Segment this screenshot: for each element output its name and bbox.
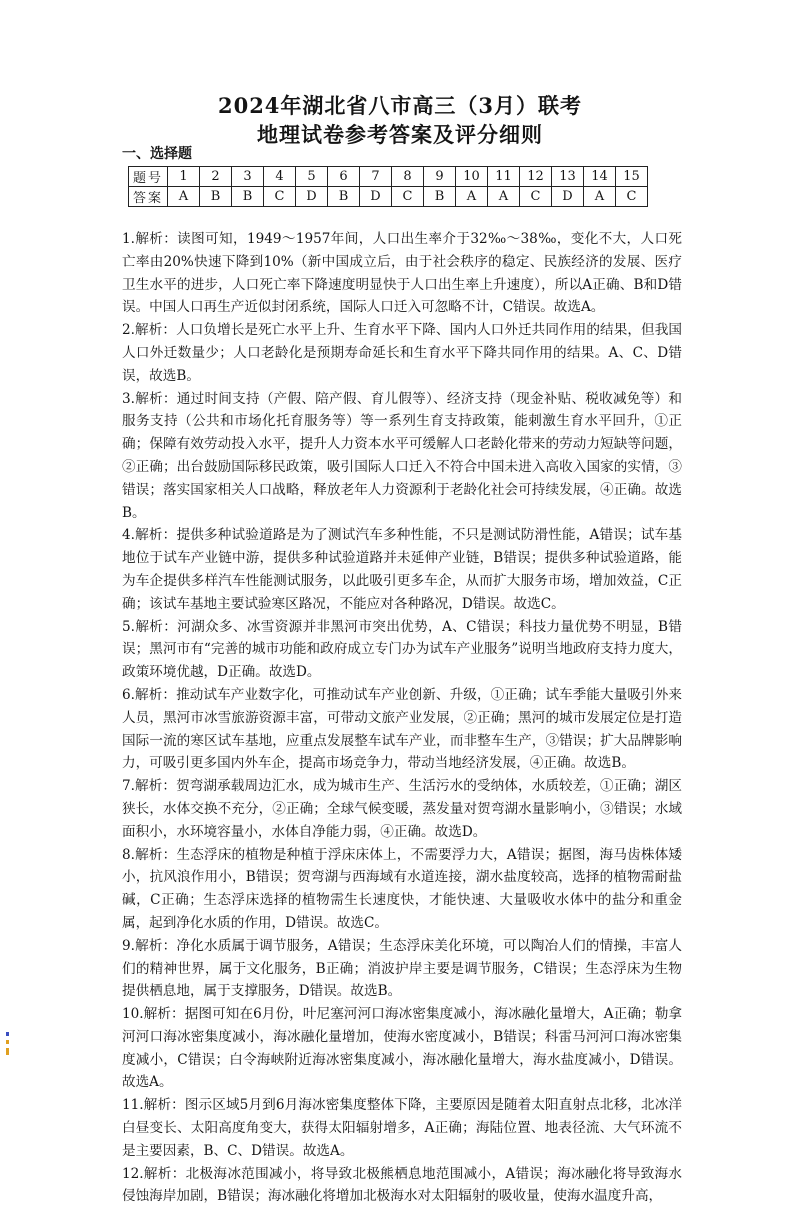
question-number: 2: [200, 167, 232, 187]
explanations: [122, 228, 682, 1208]
explanation-paragraph: 9.解析：净化水质属于调节服务，A错误；生态浮床美化环境，可以陶冶人们的情操，丰富人们的精神世界，属于文化服务，B正确；消波护岸主要是调节服务，C错误；生态浮床为生物提供栖息地，属于支撑服务，D错误。故选B。: [122, 937, 682, 1000]
explanation-paragraph: 5.解析：河湖众多、冰雪资源并非黑河市突出优势，A、C错误；科技力量优势不明显，B错误；黑河市有“完善的城市功能和政府成立专门办为试车产业服务”说明当地政府支持力度大，政策环境优越，D正确。故选D。: [122, 618, 682, 681]
answer-cell: A: [488, 187, 520, 207]
explanation-paragraph: 7.解析：贺弯湖承载周边汇水，成为城市生产、生活污水的受纳体，水质较差，①正确；湖区狭长，水体交换不充分，②正确；全球气候变暖，蒸发量对贺弯湖水量影响小，③错误；水域面积小，水环境容量小，水体自净能力弱，④正确。故选D。: [122, 778, 682, 840]
explanation-paragraph: 4.解析：提供多种试验道路是为了测试汽车多种性能，不只是测试防滑性能，A错误；试车基地位于试车产业链中游，提供多种试验道路并未延伸产业链，B错误；提供多种试验道路，能为车企提供多样汽车性能测试服务，以此吸引更多车企，从而扩大服务市场，增加效益，C正确；该试车基地主要试验寒区路况，不能应对各种路况，D错误。故选C。: [122, 527, 682, 612]
question-number: 6: [328, 167, 360, 187]
page-title: 2024年湖北省八市高三（3月）联考: [217, 93, 583, 118]
answer-cell: C: [520, 187, 552, 207]
explanation-paragraph: 8.解析：生态浮床的植物是种植于浮床床体上，不需要浮力大，A错误；据图，海马齿株体矮小，抗风浪作用小，B错误；贺弯湖与西海域有水道连接，湖水盐度较高，选择的植物需耐盐碱，C正确；生态浮床选择的植物需生长速度快，才能快速、大量吸收水体中的盐分和重金属，起到净化水质的作用，D错误。故选C。: [122, 846, 682, 931]
explanation-paragraph: 3.解析：通过时间支持（产假、陪产假、育儿假等）、经济支持（现金补贴、税收减免等）和服务支持（公共和市场化托育服务等）等一系列生育支持政策，能刺激生育水平回升，①正确；保障有效劳动投入水平，提升人力资本水平可缓解人口老龄化带来的劳动力短缺等问题，②正确；出台鼓励国际移民政策，吸引国际人口迁入不符合中国未进入高收入国家的实情，③错误；落实国家相关人口战略，释放老年人力资源利于老龄化社会可持续发展，④正确。故选B。: [122, 390, 682, 521]
answer-row: [129, 187, 648, 207]
question-number: 1: [168, 167, 200, 187]
answer-cell: B: [200, 187, 232, 207]
question-number: 13: [552, 167, 584, 187]
question-number: 9: [424, 167, 456, 187]
row-label: 题号: [129, 167, 168, 187]
explanation-paragraph: 1.解析：读图可知，1949～1957年间，人口出生率介于32‰～38‰，变化不大，人口死亡率由20%快速下降到10%（新中国成立后，由于社会秩序的稳定、民族经济的发展、医疗卫生水平的进步，人口死亡率下降速度明显快于人口出生率上升速度），所以A正确、B和D错误。中国人口再生产近似封闭系统，国际人口迁入可忽略不计，C错误。故选A。: [122, 231, 682, 316]
edge-mark: [6, 1048, 9, 1055]
row-label: 答案: [129, 187, 168, 207]
question-number: 14: [584, 167, 616, 187]
question-number: 12: [520, 167, 552, 187]
section-heading: 一、选择题: [122, 146, 192, 162]
answer-cell: B: [424, 187, 456, 207]
question-number: 8: [392, 167, 424, 187]
answer-cell: A: [584, 187, 616, 207]
question-number: 4: [264, 167, 296, 187]
answer-cell: B: [232, 187, 264, 207]
question-number: 11: [488, 167, 520, 187]
answer-cell: B: [328, 187, 360, 207]
answer-cell: A: [168, 187, 200, 207]
answer-cell: C: [264, 187, 296, 207]
explanation-paragraph: 12.解析：北极海冰范围减小，将导致北极熊栖息地范围减小，A错误；海冰融化将导致海水侵蚀海岸加剧，B错误；海冰融化将增加北极海水对太阳辐射的吸收量，使海水温度升高，: [122, 1165, 682, 1205]
answer-cell: D: [552, 187, 584, 207]
page-subtitle: 地理试卷参考答案及评分细则: [257, 122, 543, 147]
answer-cell: D: [360, 187, 392, 207]
question-number: 3: [232, 167, 264, 187]
explanation-paragraph: 10.解析：据图可知在6月份，叶尼塞河河口海冰密集度减小，海冰融化量增大，A正确；勒拿河河口海冰密集度减小，海冰融化量增加，使海水密度减小，B错误；科雷马河河口海冰密集度减小，C错误；白令海峡附近海冰密集度减小，海冰融化量增大，海水盐度减小，D错误。故选A。: [122, 1006, 682, 1091]
question-number: 10: [456, 167, 488, 187]
edge-mark: [6, 1032, 9, 1036]
explanation-paragraph: 11.解析：图示区域5月到6月海冰密集度整体下降，主要原因是随着太阳直射点北移，北冰洋白昼变长、太阳高度角变大，获得太阳辐射增多，A正确；海陆位置、地表径流、大气环流不是主要因素，B、C、D错误。故选A。: [122, 1097, 682, 1159]
question-number: 7: [360, 167, 392, 187]
answer-cell: A: [456, 187, 488, 207]
explanation-paragraph: 6.解析：推动试车产业数字化，可推动试车产业创新、升级，①正确；试车季能大量吸引外来人员，黑河市冰雪旅游资源丰富，可带动文旅产业发展，②正确；黑河的城市发展定位是打造国际一流的寒区试车基地，应重点发展整车试车产业，而非整车生产，③错误；扩大品牌影响力，可吸引更多国内外车企，提高市场竞争力，带动当地经济发展，④正确。故选B。: [122, 686, 682, 772]
question-number: 5: [296, 167, 328, 187]
explanation-paragraph: 2.解析：人口负增长是死亡水平上升、生育水平下降、国内人口外迁共同作用的结果，但我国人口外迁数量少；人口老龄化是预期寿命延长和生育水平下降共同作用的结果。A、C、D错误，故选B。: [122, 322, 682, 384]
edge-mark: [6, 1040, 9, 1044]
answer-cell: D: [296, 187, 328, 207]
question-number: 15: [616, 167, 648, 187]
scan-edge-marks: [6, 1032, 9, 1059]
answer-table: [128, 166, 648, 207]
answer-cell: C: [616, 187, 648, 207]
question-number-row: [129, 167, 648, 187]
answer-cell: C: [392, 187, 424, 207]
